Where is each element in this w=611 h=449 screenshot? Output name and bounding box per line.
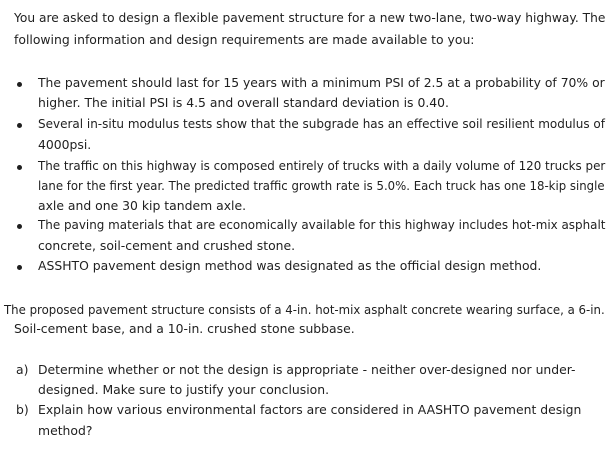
bullet-2-line-2: 4000psi. [38, 137, 92, 152]
bullet-1-line-1: The pavement should last for 15 years with a minimum PSI of 2.5 at a probability of 70% or [38, 75, 605, 90]
bullet-dot [17, 165, 22, 170]
bullet-3-line-3: axle and one 30 kip tandem axle. [38, 198, 247, 213]
question-a-label: a) [16, 362, 29, 377]
bullet-5-line-1: ASSHTO pavement design method was designated as the official design method. [38, 258, 542, 273]
bullet-dot [17, 224, 22, 229]
question-a-line-2: designed. Make sure to justify your conclusion. [38, 382, 330, 397]
intro-line-1: You are asked to design a flexible pavement structure for a new two-lane, two-way highway. The [14, 10, 606, 25]
question-a-line-1: Determine whether or not the design is appropriate - neither over-designed nor under- [38, 362, 576, 377]
bullet-dot [17, 82, 22, 87]
bullet-3-line-1: The traffic on this highway is composed entirely of trucks with a daily volume of 120 trucks per [38, 158, 606, 173]
bullet-3-line-2: lane for the first year. The predicted traffic growth rate is 5.0%. Each truck has one 18-kip single [38, 178, 605, 193]
question-b-line-2: method? [38, 423, 93, 438]
structure-line-1: The proposed pavement structure consists of a 4-in. hot-mix asphalt concrete wearing surface, a 6-in. [4, 302, 605, 317]
bullet-dot [17, 123, 22, 128]
bullet-1-line-2: higher. The initial PSI is 4.5 and overall standard deviation is 0.40. [38, 95, 449, 110]
bullet-4-line-2: concrete, soil-cement and crushed stone. [38, 238, 296, 253]
structure-line-2: Soil-cement base, and a 10-in. crushed stone subbase. [14, 321, 355, 336]
bullet-2-line-1: Several in-situ modulus tests show that the subgrade has an effective soil resilient modulus of [38, 116, 605, 131]
bullet-4-line-1: The paving materials that are economically available for this highway includes hot-mix asphalt [38, 217, 606, 232]
question-b-label: b) [16, 402, 29, 417]
bullet-dot [17, 265, 22, 270]
intro-line-2: following information and design requirements are made available to you: [14, 32, 475, 47]
question-b-line-1: Explain how various environmental factors are considered in AASHTO pavement design [38, 402, 582, 417]
